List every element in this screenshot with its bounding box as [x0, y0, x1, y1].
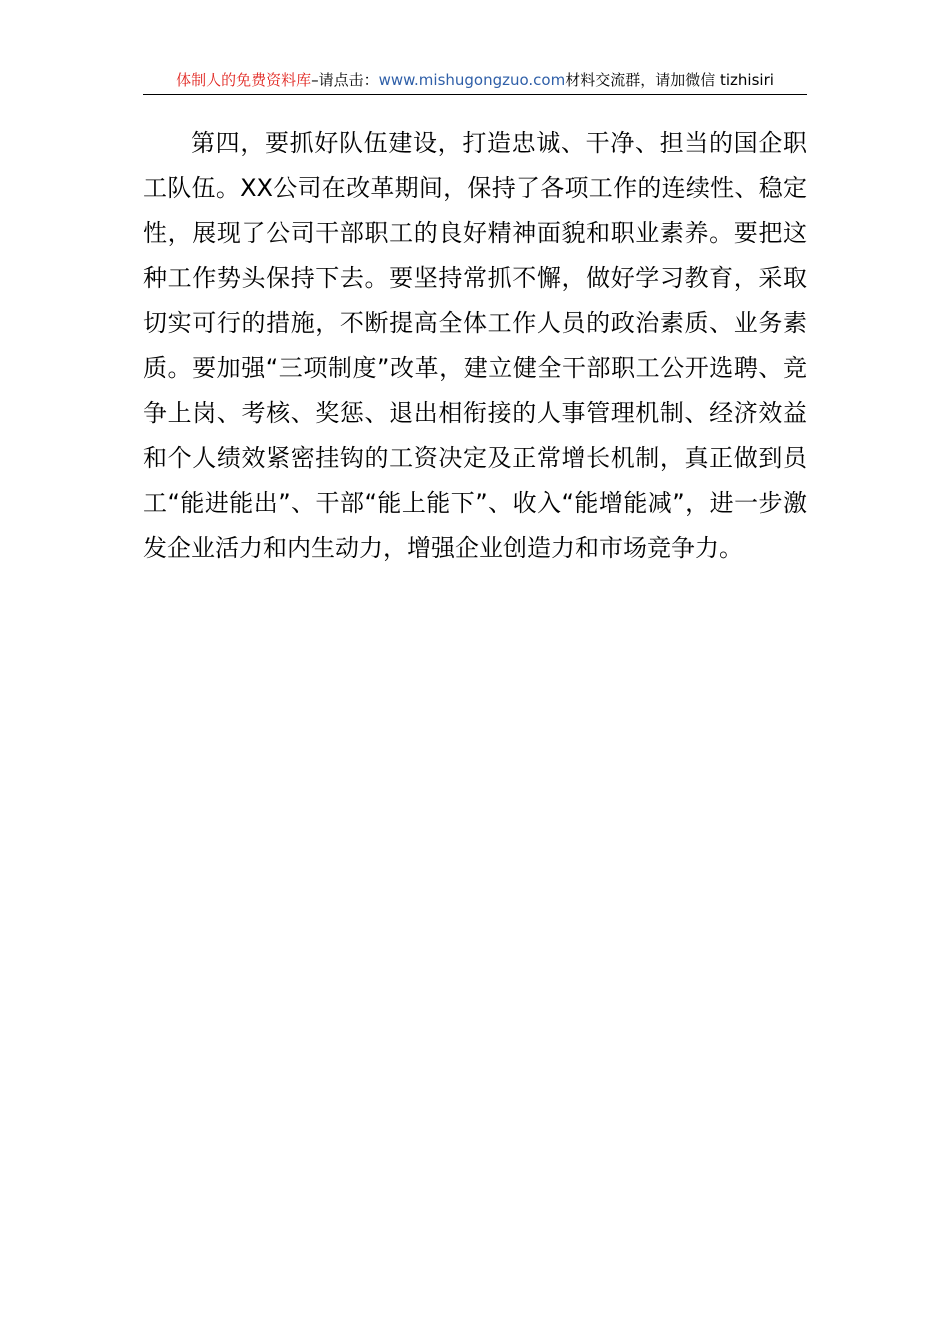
document-body — [143, 121, 807, 571]
header-brand: 体制人的免费资料库 — [176, 71, 312, 89]
header-separator: –请点击： — [311, 71, 379, 89]
page-header — [143, 66, 807, 95]
body-paragraph: 第四，要抓好队伍建设，打造忠诚、干净、担当的国企职工队伍。XX公司在改革期间，保持了各项工作的连续性、稳定性，展现了公司干部职工的良好精神面貌和职业素养。要把这种工作势头保持下去。要坚持常抓不懈，做好学习教育，采取切实可行的措施，不断提高全体工作人员的政治素质、业务素质。要加强“三项制度”改革，建立健全干部职工公开选聘、竞争上岗、考核、奖惩、退出相衔接的人事管理机制、经济效益和个人绩效紧密挂钩的工资决定及正常增长机制，真正做到员工“能进能出”、干部“能上能下”、收入“能增能减”，进一步激发企业活力和内生动力，增强企业创造力和市场竞争力。 — [143, 129, 807, 562]
header-contact-text: 材料交流群，请加微信 tizhisiri — [565, 71, 774, 89]
header-url-link[interactable]: www.mishugongzuo.com — [378, 71, 566, 89]
